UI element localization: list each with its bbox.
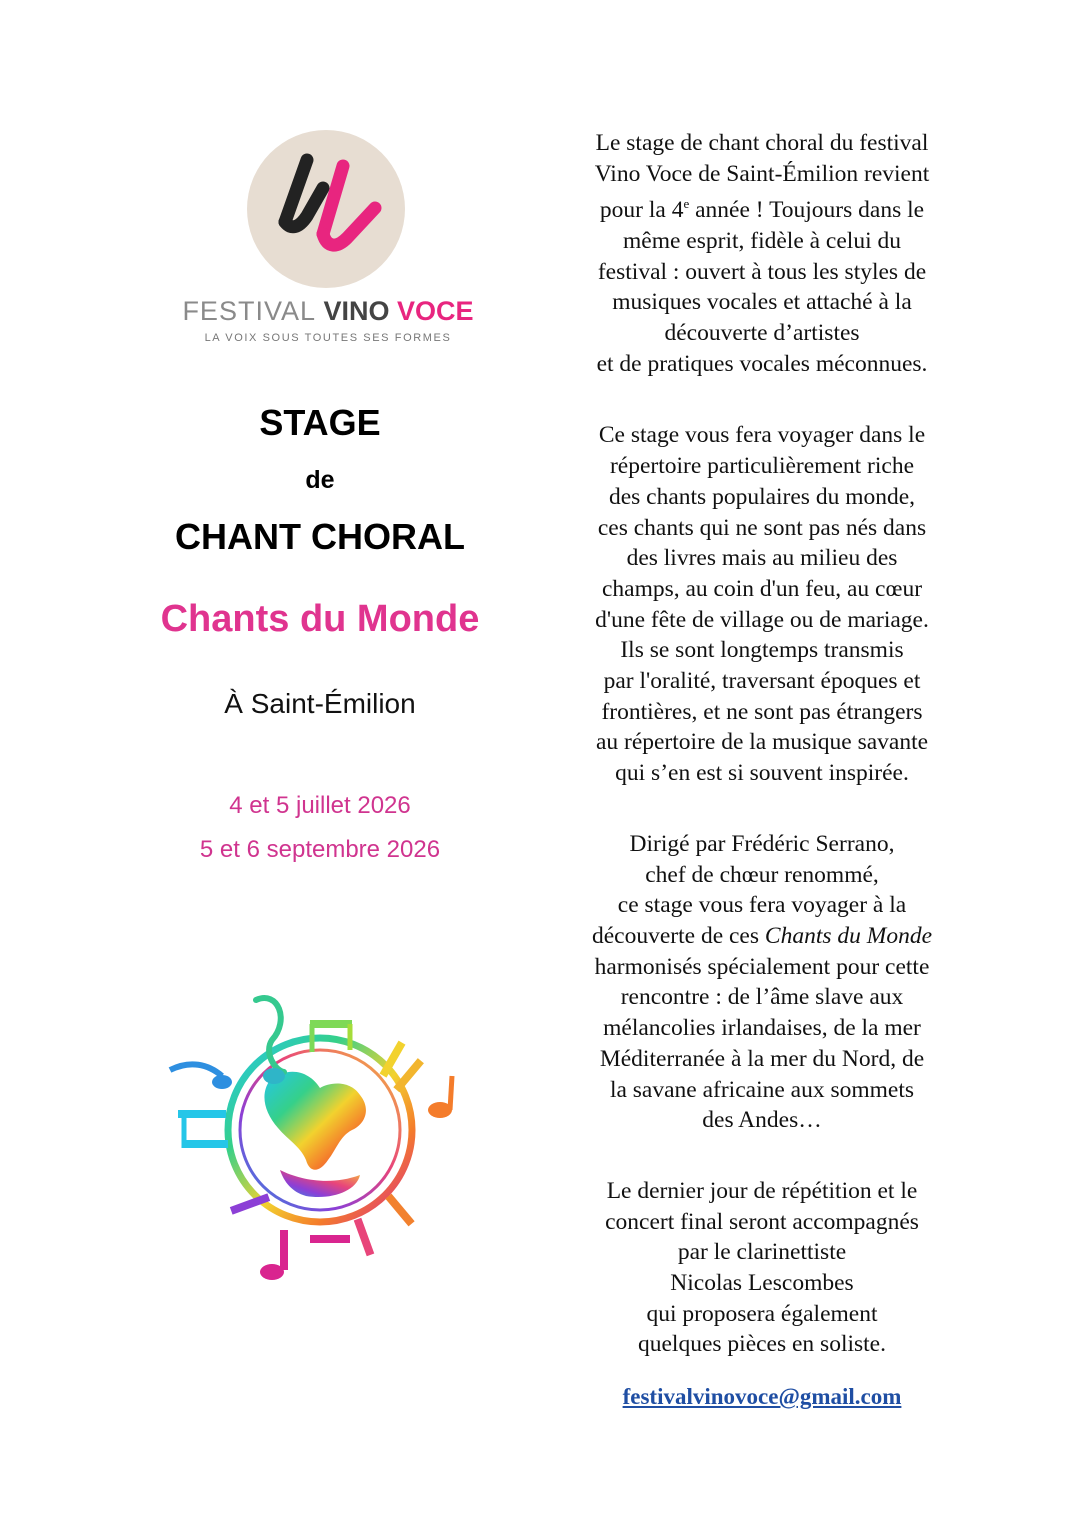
- director-text-b: harmonisés spécialement pour cette rencontre : de l’âme slave aux mélancolies irlandaises, de la mer Méditerranée à la mer du Nord, de la savane africaine aux sommets des Andes…: [594, 953, 930, 1134]
- logo-tagline: LA VOIX SOUS TOUTES SES FORMES: [204, 332, 452, 344]
- repertoire-paragraph: Ce stage vous fera voyager dans le répertoire particulièrement riche des chants populaires du monde, ces chants qui ne sont pas nés dans des livres mais au milieu des champs, au coin d'un feu, au cœur d'une fête de village ou de mariage. Ils se sont longtemps transmis par l'oralité, traversant époques et frontières, et ne sont pas étrangers au répertoire de la musique savante qui s’en est si souvent inspirée.: [595, 422, 929, 787]
- title-stage: STAGE: [259, 402, 381, 443]
- logo-wordmark: [130, 296, 526, 327]
- contact-email-wrap: [562, 1382, 962, 1413]
- location: À Saint-Émilion: [224, 688, 416, 719]
- right-column: [562, 128, 962, 1413]
- world-globe-music-notes-icon: [160, 960, 480, 1290]
- subtitle-chants-du-monde: Chants du Monde: [160, 598, 480, 640]
- logo-word-festival: FESTIVAL: [182, 296, 315, 326]
- logo-word-vino: VINO: [323, 296, 390, 326]
- logo-vv-icon: [247, 130, 405, 288]
- director-text-italic: Chants du Monde: [764, 923, 932, 949]
- director-paragraph: [562, 829, 962, 1136]
- date-september: 5 et 6 septembre 2026: [199, 836, 441, 863]
- title-chant-choral: CHANT CHORAL: [175, 516, 465, 557]
- date-july: 4 et 5 juillet 2026: [229, 792, 411, 819]
- director-text-a: Dirigé par Frédéric Serrano, chef de chœur renommé, ce stage vous fera voyager à la découverte de ces: [592, 830, 907, 949]
- intro-text-b: année ! Toujours dans le même esprit, fidèle à celui du festival : ouvert à tous les styles de musiques vocales et attaché à la découverte d’artistes et de pratiques vocales méconnues.: [596, 197, 928, 377]
- logo-word-voce: VOCE: [397, 296, 474, 326]
- intro-superscript: e: [683, 196, 690, 212]
- intro-text-a: Le stage de chant choral du festival Vino Voce de Saint-Émilion revient pour la 4: [594, 130, 930, 224]
- festival-logo: [130, 120, 510, 360]
- intro-paragraph: [562, 128, 962, 379]
- title-de: de: [305, 466, 335, 494]
- clarinet-paragraph: Le dernier jour de répétition et le concert final seront accompagnés par le clarinettiste Nicolas Lescombes qui proposera également quelques pièces en soliste.: [605, 1177, 919, 1358]
- contact-email-link[interactable]: festivalvinovoce@gmail.com: [622, 1384, 902, 1410]
